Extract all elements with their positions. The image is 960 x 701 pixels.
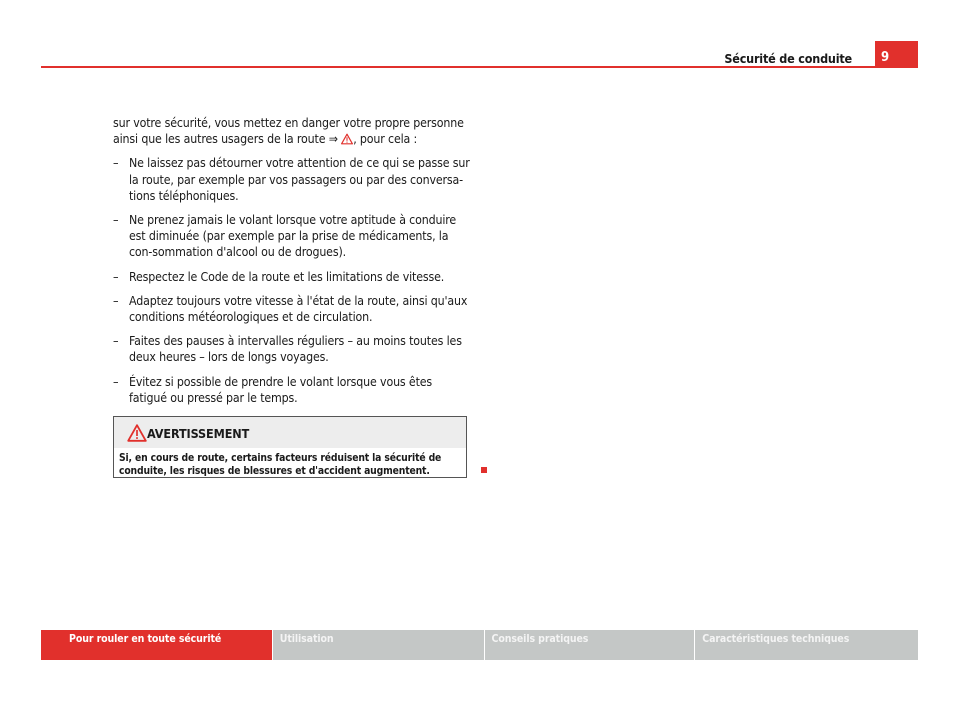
- tab-conseils-pratiques[interactable]: Conseils pratiques: [485, 630, 695, 660]
- warning-triangle-icon: [127, 424, 147, 442]
- main-content: [113, 115, 471, 406]
- tab-utilisation[interactable]: Utilisation: [273, 630, 484, 660]
- bullet-marker: –: [113, 293, 119, 308]
- header-rule: [41, 66, 918, 68]
- bullet-list: [113, 155, 471, 406]
- page-number: 9: [875, 41, 918, 67]
- warning-header: [114, 417, 466, 448]
- intro-paragraph: [113, 115, 471, 147]
- list-item-text: Respectez le Code de la route et les limitations de vitesse.: [129, 269, 445, 284]
- intro-text: sur votre sécurité, vous mettez en danger votre propre personne ainsi que les autres usagers de la route ⇒: [113, 116, 464, 147]
- section-title: Sécurité de conduite: [724, 51, 852, 66]
- tab-pour-rouler-en-toute-securite[interactable]: Pour rouler en toute sécurité: [41, 630, 272, 660]
- section-end-marker: [481, 467, 487, 473]
- warning-box: [113, 416, 467, 478]
- warning-title: AVERTISSEMENT: [147, 426, 250, 441]
- tab-caracteristiques-techniques[interactable]: Caractéristiques techniques: [695, 630, 918, 660]
- intro-text-end: , pour cela :: [353, 132, 418, 147]
- bullet-marker: –: [113, 269, 119, 284]
- list-item: [113, 333, 471, 365]
- list-item-text: Ne laissez pas détourner votre attention de ce qui se passe sur la route, par exemple par vos passagers ou par des conversa-tions téléphoniques.: [129, 156, 470, 203]
- footer-nav: [41, 630, 918, 660]
- list-item-text: Ne prenez jamais le volant lorsque votre aptitude à conduire est diminuée (par exemple par la prise de médicaments, la con-sommation d'alcool ou de drogues).: [129, 213, 457, 260]
- list-item: [113, 212, 471, 261]
- bullet-marker: –: [113, 213, 119, 228]
- bullet-marker: –: [113, 334, 119, 349]
- warning-triangle-icon[interactable]: [341, 133, 353, 145]
- list-item: [113, 374, 471, 406]
- list-item: [113, 293, 471, 325]
- list-item-text: Faites des pauses à intervalles réguliers – au moins toutes les deux heures – lors de longs voyages.: [129, 334, 462, 365]
- bullet-marker: –: [113, 156, 119, 171]
- list-item: [113, 269, 471, 285]
- warning-text: Si, en cours de route, certains facteurs réduisent la sécurité de conduite, les risques de blessures et d'accident augmentent.: [119, 452, 442, 477]
- bullet-marker: –: [113, 374, 119, 389]
- list-item-text: Évitez si possible de prendre le volant lorsque vous êtes fatigué ou pressé par le temps.: [129, 374, 433, 405]
- list-item-text: Adaptez toujours votre vitesse à l'état de la route, ainsi qu'aux conditions météorologiques et de circulation.: [129, 293, 468, 325]
- list-item: [113, 155, 471, 204]
